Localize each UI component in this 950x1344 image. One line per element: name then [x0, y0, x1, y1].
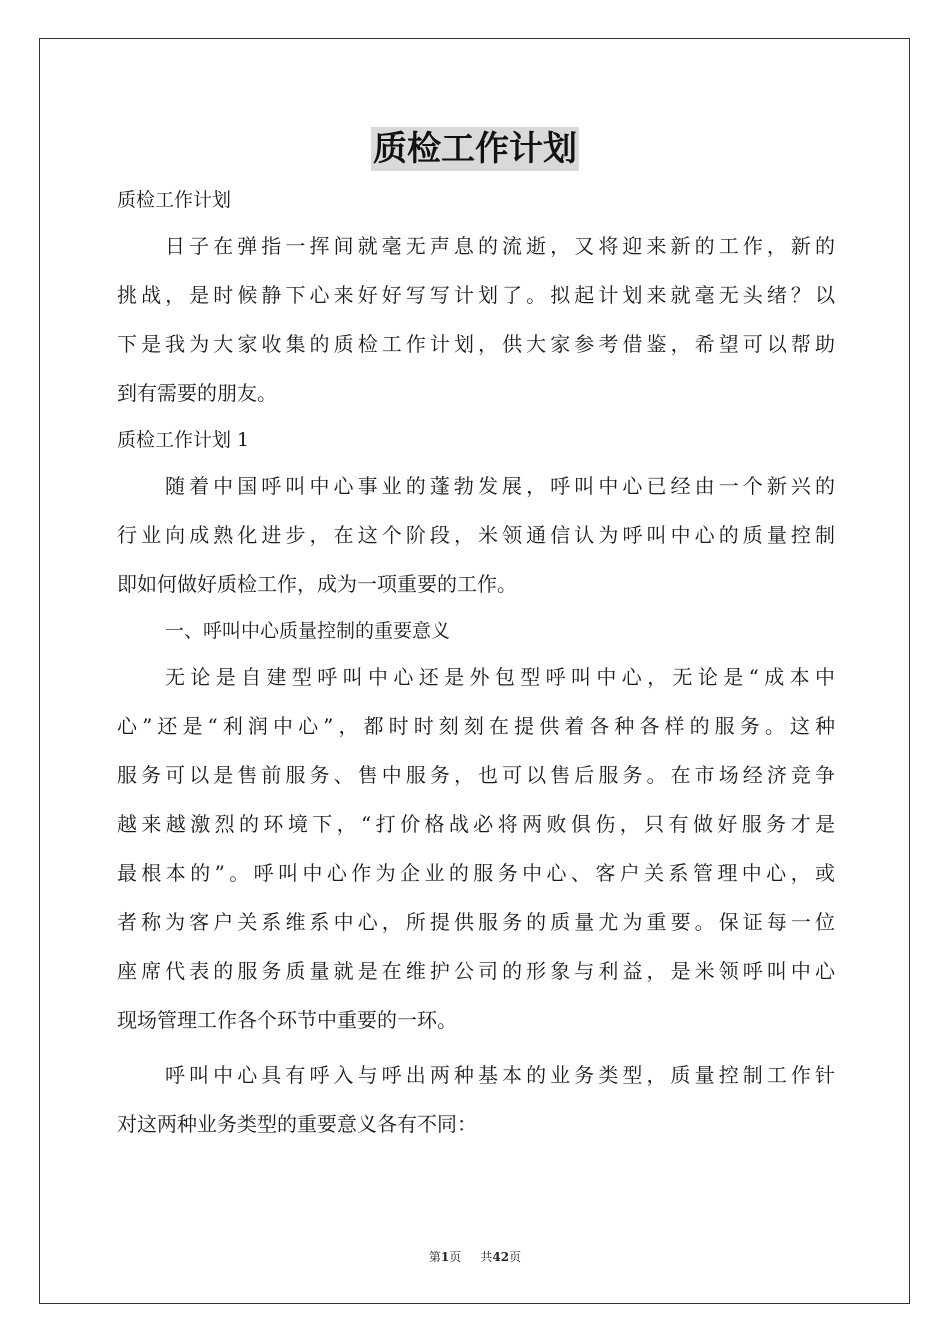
page-number: 1 — [440, 1250, 450, 1264]
paragraph-line: 行业向成熟化进步，在这个阶段，米领通信认为呼叫中心的质量控制 — [117, 523, 835, 547]
subtitle: 质检工作计划 — [117, 189, 232, 211]
total-suffix: 页 — [509, 1250, 522, 1264]
title-container — [0, 127, 950, 171]
subheading: 一、呼叫中心质量控制的重要意义 — [165, 620, 451, 642]
page-prefix: 第 — [428, 1250, 441, 1264]
intro-line: 到有需要的朋友。 — [117, 381, 277, 405]
paragraph-line: 随着中国呼叫中心事业的蓬勃发展，呼叫中心已经由一个新兴的 — [165, 474, 835, 498]
page-footer — [0, 1248, 950, 1265]
intro-line: 日子在弹指一挥间就毫无声息的流逝，又将迎来新的工作，新的 — [165, 234, 835, 258]
section-heading: 质检工作计划 1 — [117, 429, 250, 451]
paragraph-line: 越来越激烈的环境下，“打价格战必将两败俱伤，只有做好服务才是 — [117, 812, 835, 836]
total-pages: 42 — [492, 1250, 510, 1264]
paragraph-line: 对这两种业务类型的重要意义各有不同： — [117, 1112, 477, 1136]
paragraph-line: 者称为客户关系维系中心，所提供服务的质量尤为重要。保证每一位 — [117, 910, 835, 934]
paragraph-line: 无论是自建型呼叫中心还是外包型呼叫中心，无论是“成本中 — [165, 665, 835, 689]
paragraph-line: 最根本的”。呼叫中心作为企业的服务中心、客户关系管理中心，或 — [117, 861, 835, 885]
document-title: 质检工作计划 — [373, 129, 577, 169]
page-suffix: 页 — [449, 1250, 462, 1264]
paragraph-line: 呼叫中心具有呼入与呼出两种基本的业务类型，质量控制工作针 — [165, 1063, 835, 1087]
document-body — [117, 178, 835, 1149]
total-prefix: 共 — [480, 1250, 493, 1264]
intro-line: 下是我为大家收集的质检工作计划，供大家参考借鉴，希望可以帮助 — [117, 332, 835, 356]
paragraph-line: 即如何做好质检工作，成为一项重要的工作。 — [117, 572, 517, 596]
paragraph-line: 现场管理工作各个环节中重要的一环。 — [117, 1008, 457, 1032]
intro-line: 挑战，是时候静下心来好好写写计划了。拟起计划来就毫无头绪？以 — [117, 283, 835, 307]
paragraph-line: 座席代表的服务质量就是在维护公司的形象与利益，是米领呼叫中心 — [117, 959, 835, 983]
paragraph-line: 服务可以是售前服务、售中服务，也可以售后服务。在市场经济竞争 — [117, 763, 835, 787]
paragraph-line: 心”还是“利润中心”，都时时刻刻在提供着各种各样的服务。这种 — [117, 714, 835, 738]
